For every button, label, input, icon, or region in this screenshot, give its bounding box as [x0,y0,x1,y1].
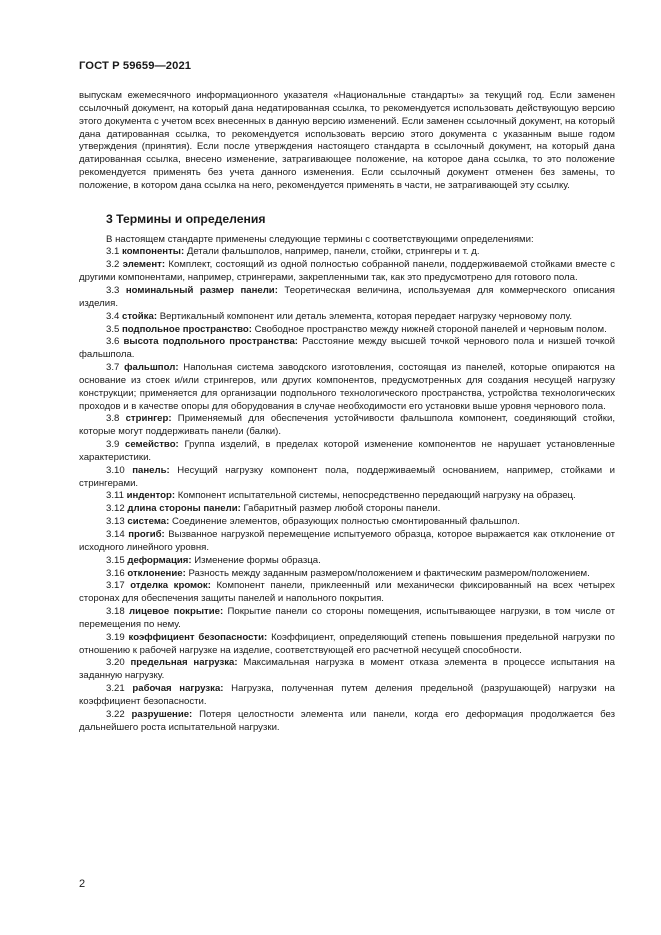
term-number: 3.13 [106,516,125,528]
term-entry [79,246,615,259]
term-definition: Нагрузка, полученная путем деления предельной (разрушающей) нагрузки на коэффициент безопасности. [79,683,615,707]
term-name: панель: [132,464,170,476]
term-name: длина стороны панели: [127,503,241,515]
page-number: 2 [79,878,86,890]
term-entry [79,311,615,324]
term-number: 3.21 [106,683,125,695]
term-number: 3.10 [106,464,125,476]
document-header: ГОСТ Р 59659—2021 [79,60,192,72]
term-name: деформация: [127,554,192,566]
term-number: 3.19 [106,631,125,643]
terms-list [79,246,615,734]
term-name: отделка кромок: [130,580,211,592]
term-entry [79,580,615,606]
term-entry [79,606,615,632]
term-number: 3.9 [106,439,120,451]
section-title: 3 Термины и определения [106,211,266,226]
term-entry [79,657,615,683]
term-definition: Габаритный размер любой стороны панели. [243,503,441,515]
term-name: предельная нагрузка: [130,657,238,669]
term-name: элемент: [122,259,166,271]
term-definition: Коэффициент, определяющий степень повышения предельной нагрузки по отношению к рабочей нагрузке на изделие, соответствующей его расчетной несущей способности. [79,631,615,656]
term-entry [79,336,615,362]
term-number: 3.18 [106,606,125,618]
term-entry [79,529,615,555]
term-number: 3.12 [106,503,125,515]
term-name: лицевое покрытие: [129,606,224,618]
term-definition: Группа изделий, в пределах которой изменение компонентов не нарушает установленные характеристики. [79,439,615,463]
term-number: 3.17 [106,580,125,592]
term-definition: Напольная система заводского изготовления, состоящая из панелей, которые опираются на основание из стоек и/или стрингеров, или других компонентов, предусмотренных для создания несущей нагрузку конструкции; применяется для организации подпольного технологического пространства, устройства технологических проходов и в качестве опоры для оборудования в случае необходимости его установки выше уровня чернового пола. [79,362,616,412]
term-number: 3.8 [106,413,120,425]
term-definition: Вертикальный компонент или деталь элемента, которая передает нагрузку черновому полу. [159,310,573,322]
term-number: 3.5 [106,323,120,335]
term-entry [79,632,615,658]
term-entry [79,568,615,581]
term-name: индентор: [126,490,176,502]
term-definition: Разность между заданным размером/положением и фактическим размером/положением. [188,567,590,579]
term-number: 3.14 [106,529,125,540]
term-entry [79,683,615,709]
intro-paragraph: выпускам ежемесячного информационного указателя «Национальные стандарты» за текущий год. Если заменен ссылочный документ, на который дана недатированная ссылка, то рекомендуется использовать действующую версию этого документа с учетом всех внесенных в данную версию изменений. Если заменен ссылочный документ, на который дана датированная ссылка, то рекомендуется использовать версию этого документа с указанным выше годом утверждения (принятия). Если после утверждения настоящего стандарта в ссылочный документ, на который дана датированная ссылка, внесено изменение, затрагивающее положение, на которое дана ссылка, то это положение рекомендуется применять без учета данного изменения. Если ссылочный документ отменен без замены, то положение, в котором дана ссылка на него, рекомендуется применять в части, не затрагивающей эту ссылку. [79,90,615,191]
term-number: 3.6 [106,336,120,348]
term-number: 3.3 [106,284,120,296]
term-number: 3.1 [106,246,120,258]
term-definition: Расстояние между высшей точкой чернового пола и низшей точкой фальшпола. [79,336,615,361]
term-number: 3.7 [106,362,120,374]
term-definition: Несущий нагрузку компонент пола, поддерживаемый основанием, например, стойками и стрингерами. [79,464,615,489]
term-name: коэффициент безопасности: [128,631,268,643]
term-definition: Свободное пространство между нижней стороной панелей и черновым полом. [254,323,607,335]
term-entry [79,516,615,529]
term-definition: Комплект, состоящий из одной полностью собранной панели, поддерживаемой стойками вместе с другими компонентами, например, стрингерами, закрепленными так, как это предусмотрено для готового пола. [79,259,616,284]
term-name: прогиб: [128,529,165,540]
term-number: 3.15 [106,554,125,566]
term-name: номинальный размер панели: [125,284,278,296]
term-definition: Потеря целостности элемента или панели, когда его деформация продолжается без дальнейшего роста испытательной нагрузки. [79,708,615,733]
term-entry [79,465,615,491]
term-number: 3.2 [106,259,120,271]
term-name: фальшпол: [124,362,179,374]
term-name: подпольное пространство: [122,323,252,335]
term-definition: Детали фальшполов, например, панели, стойки, стрингеры и т. д. [186,246,480,258]
term-number: 3.16 [106,567,125,579]
term-entry [79,324,615,337]
term-entry [79,503,615,516]
term-entry [79,555,615,568]
term-definition: Вызванное нагрузкой перемещение испытуемого образца, которое выражается как отклонение от исходного линейного уровня. [79,529,616,553]
term-number: 3.4 [106,310,120,322]
term-definition: Соединение элементов, образующих полностью смонтированный фальшпол. [172,516,520,528]
term-definition: Применяемый для обеспечения устойчивости фальшпола компонент, соединяющий стойки, которые могут поддерживать панели (балки). [79,413,616,438]
term-name: стрингер: [125,413,172,425]
term-name: отклонение: [127,567,186,579]
term-name: разрушение: [131,708,193,720]
term-name: компоненты: [122,246,185,258]
term-entry [79,259,615,285]
term-entry [79,709,615,735]
term-number: 3.11 [106,490,124,502]
term-name: семейство: [125,439,179,451]
term-definition: Компонент панели, приклеенный или механически фиксированный на всех четырех сторонах для обеспечения защиты панелей и напольного покрытия. [79,580,615,605]
term-name: рабочая нагрузка: [132,683,224,695]
term-entry [79,439,615,465]
term-number: 3.20 [106,657,125,669]
term-definition: Покрытие панели со стороны помещения, испытывающее нагрузки, в том числе от перемещения по нему. [79,606,616,630]
term-number: 3.22 [106,708,125,720]
term-definition: Теоретическая величина, используемая для коммерческого описания изделия. [79,284,615,309]
term-entry [79,285,615,311]
term-definition: Изменение формы образца. [194,554,321,566]
term-definition: Максимальная нагрузка в момент отказа элемента в процессе испытания на заданную нагрузку. [79,657,615,682]
section-lead: В настоящем стандарте применены следующие термины с соответствующими определениями: [106,233,534,245]
term-entry [79,362,615,413]
term-definition: Компонент испытательной системы, непосредственно передающий нагрузку на образец. [177,490,576,502]
term-name: система: [127,516,170,528]
term-entry [79,413,615,439]
term-entry [79,490,615,503]
document-body [79,90,615,735]
term-name: стойка: [122,310,158,322]
term-name: высота подпольного пространства: [123,336,298,348]
